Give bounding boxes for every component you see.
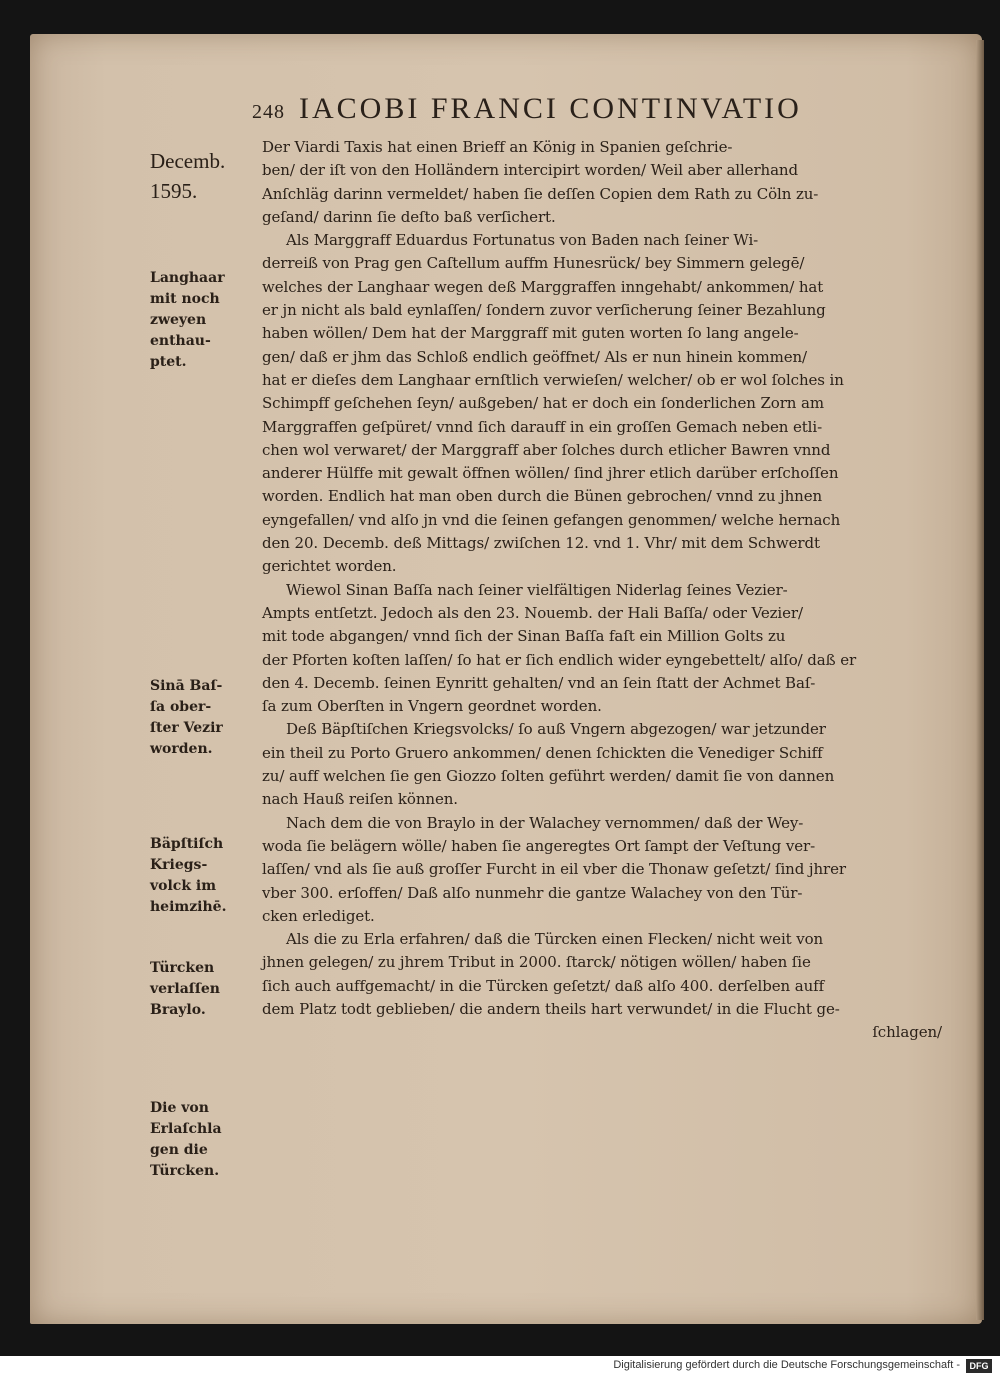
margin-note-line: volck im [150,878,217,894]
margin-note-line: mit noch [150,291,220,307]
text-line: Marggraffen geſpüret/ vnnd ſich darauff in ein groſſen Gemach neben etli- [262,417,823,436]
dfg-logo: DFG [966,1359,992,1373]
footer-credit: Digitalisierung gefördert durch die Deutsche Forschungsgemeinschaft - [613,1359,960,1371]
text-line: cken erlediget. [262,906,375,925]
margin-note-kriegsvolck [150,834,260,918]
text-line: ſchlagen/ [872,1023,942,1042]
text-line: haben wöllen/ Dem hat der Marggraff mit guten worten ſo lang angele- [262,324,799,343]
margin-note-line: Sinā Baſ- [150,678,223,694]
text-line: woda ſie belägern wölle/ haben ſie angeregtes Ort ſampt der Veſtung ver- [262,836,816,855]
text-line: mit tode abgangen/ vnnd ſich der Sinan Baſſa faſt ein Million Golts zu [262,627,786,646]
text-line: Als Marggraff Eduardus Fortunatus von Baden nach ſeiner Wi- [286,231,759,250]
margin-note-line: Die von [150,1100,209,1116]
margin-note-line: Erlaſchla [150,1121,222,1137]
margin-note-line: ptet. [150,354,187,370]
margin-note-line: Kriegs- [150,857,208,873]
header-title: IACOBI FRANCI CONTINVATIO [299,92,802,125]
text-line: anderer Hülffe mit gewalt öffnen wöllen/ ſind jhrer etlich darüber erſchoſſen [262,464,839,483]
text-line: Schimpff geſchehen ſeyn/ außgeben/ hat er doch ein ſonderlichen Zorn am [262,394,824,413]
margin-note-line: ſter Vezir [150,720,223,736]
page-edge [976,40,984,1320]
text-line: ben/ der iſt von den Holländern intercipirt worden/ Weil aber allerhand [262,161,798,180]
text-line: dem Platz todt geblieben/ die andern theils hart verwundet/ in die Flucht ge- [262,999,840,1018]
text-line: jhnen gelegen/ zu jhrem Tribut in 2000. ſtarck/ nötigen wöllen/ haben ſie [262,953,811,972]
margin-date [150,146,250,206]
text-line: gerichtet worden. [262,557,397,576]
margin-note-line: Braylo. [150,1002,206,1018]
text-line: Als die zu Erla erfahren/ daß die Türcken einen Flecken/ nicht weit von [286,930,824,949]
running-header [252,92,902,126]
text-line: er jn nicht als bald eynlaſſen/ ſondern zuvor verſicherung ſeiner Bezahlung [262,301,826,320]
footer-bar [0,1356,1000,1377]
margin-note-langhaar [150,268,260,373]
text-line: Ampts entſetzt. Jedoch als den 23. Nouemb. der Hali Baſſa/ oder Vezier/ [262,603,803,622]
margin-note-line: Bäpſtiſch [150,836,224,852]
text-line: Anſchläg darinn vermeldet/ haben ſie deſſen Copien dem Rath zu Cöln zu- [262,184,819,203]
margin-note-line: Türcken. [150,1163,220,1179]
text-line: ſa zum Oberſten in Vngern geordnet worden. [262,697,602,716]
text-line: ſich auch auffgemacht/ in die Türcken geſetzt/ daß alſo 400. derſelben auff [262,976,825,995]
text-line: Der Viardi Taxis hat einen Brieff an König in Spanien geſchrie- [262,138,733,156]
margin-note-sinan [150,676,260,760]
margin-note-line: heimzihē. [150,899,227,915]
body-text [262,136,962,1045]
text-line: ein theil zu Porto Gruero ankommen/ denen ſchickten die Venediger Schiff [262,743,823,762]
text-line: vber 300. erſoffen/ Daß alſo nunmehr die gantze Walachey von den Tür- [262,883,803,902]
text-line: Deß Bäpſtiſchen Kriegsvolcks/ ſo auß Vngern abgezogen/ war jetzunder [286,720,826,739]
margin-note-line: zweyen [150,312,207,328]
text-line: den 4. Decemb. ſeinen Eynritt gehalten/ vnd an ſein ſtatt der Achmet Baſ- [262,673,816,692]
margin-note-line: worden. [150,741,213,757]
margin-note-line: Langhaar [150,270,225,286]
text-line: Wiewol Sinan Baſſa nach ſeiner vielfältigen Niderlag ſeines Vezier- [286,580,788,599]
text-line: welches der Langhaar wegen deß Marggraffen inngehabt/ ankommen/ hat [262,277,824,296]
margin-note-braylo [150,958,260,1021]
text-line: der Pforten koſten laſſen/ ſo hat er ſich endlich wider eyngebettelt/ alſo/ daß er [262,650,857,669]
margin-note-line: gen die [150,1142,208,1158]
text-line: gen/ daß er jhm das Schloß endlich geöffnet/ Als er nun hinein kommen/ [262,347,807,366]
text-line: nach Hauß reiſen können. [262,790,458,809]
margin-date-month: Decemb. [150,149,226,173]
text-line: laſſen/ vnd als ſie auß groſſer Furcht in eil vber die Thonaw geſetzt/ ſind jhrer [262,860,846,879]
margin-note-line: enthau- [150,333,211,349]
text-line: den 20. Decemb. deß Mittags/ zwiſchen 12. vnd 1. Vhr/ mit dem Schwerdt [262,534,820,553]
text-line: eyngefallen/ vnd alſo jn vnd die ſeinen gefangen genommen/ welche hernach [262,510,841,529]
page-number: 248 [252,101,285,123]
text-line: hat er dieſes dem Langhaar ernſtlich verwieſen/ welcher/ ob er wol ſolches in [262,370,844,389]
margin-date-year: 1595. [150,179,198,203]
margin-note-line: Türcken [150,960,215,976]
text-line: derreiß von Prag gen Caſtellum auffm Hunesrück/ bey Simmern gelegē/ [262,254,805,273]
margin-note-line: verlaſſen [150,981,220,997]
margin-note-line: ſa ober- [150,699,212,715]
margin-note-erla [150,1098,260,1182]
text-line: zu/ auff welchen ſie gen Giozzo ſolten geführt werden/ damit ſie von dannen [262,767,835,786]
text-line: Nach dem die von Braylo in der Walachey vernommen/ daß der Wey- [286,813,804,832]
text-line: worden. Endlich hat man oben durch die Bünen gebrochen/ vnnd zu jhnen [262,487,823,506]
text-line: geſand/ darinn ſie deſto baß verſichert. [262,207,556,226]
text-line: chen wol verwaret/ der Marggraff aber ſolches durch etlicher Bawren vnnd [262,440,831,459]
